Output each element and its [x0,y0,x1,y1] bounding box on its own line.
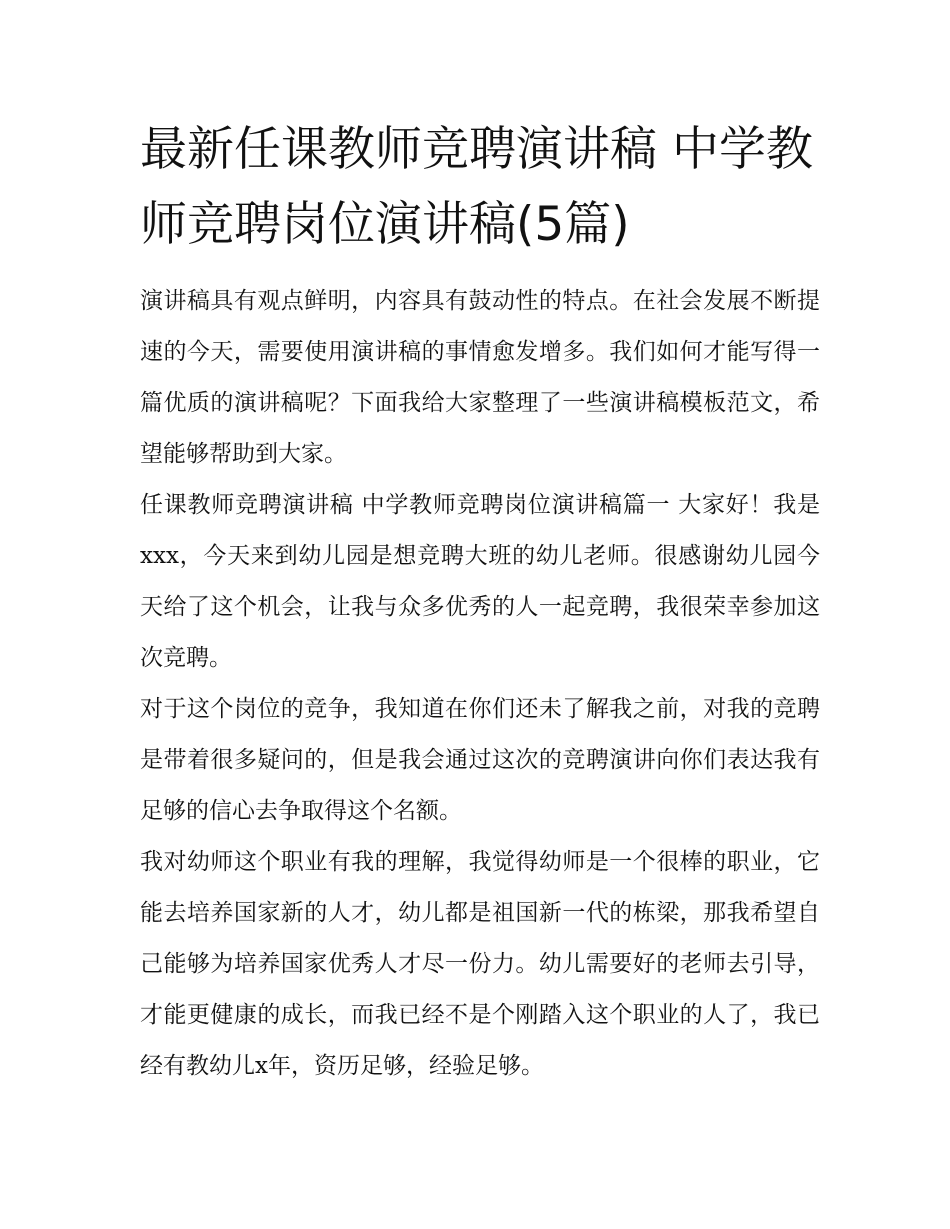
paragraph-competition: 对于这个岗位的竞争，我知道在你们还未了解我之前，对我的竞聘是带着很多疑问的，但是我会通过这次的竞聘演讲向你们表达我有足够的信心去争取得这个名额。 [140,696,820,824]
document-body [140,276,820,1092]
paragraph-intro: 演讲稿具有观点鲜明，内容具有鼓动性的特点。在社会发展不断提速的今天，需要使用演讲稿的事情愈发增多。我们如何才能写得一篇优质的演讲稿呢？下面我给大家整理了一些演讲稿模板范文，希望能够帮助到大家。 [140,288,820,467]
paragraph-profession: 我对幼师这个职业有我的理解，我觉得幼师是一个很棒的职业，它能去培养国家新的人才，幼儿都是祖国新一代的栋梁，那我希望自己能够为培养国家优秀人才尽一份力。幼儿需要好的老师去引导，才能更健康的成长，而我已经不是个刚踏入这个职业的人了，我已经有教幼儿x年，资历足够，经验足够。 [140,849,820,1079]
document-title: 最新任课教师竞聘演讲稿 中学教师竞聘岗位演讲稿(5篇) [140,122,813,252]
paragraph-greeting: 任课教师竞聘演讲稿 中学教师竞聘岗位演讲稿篇一 大家好！我是xxx，今天来到幼儿园是想竞聘大班的幼儿老师。很感谢幼儿园今天给了这个机会，让我与众多优秀的人一起竞聘，我很荣幸参加这次竞聘。 [140,492,820,671]
